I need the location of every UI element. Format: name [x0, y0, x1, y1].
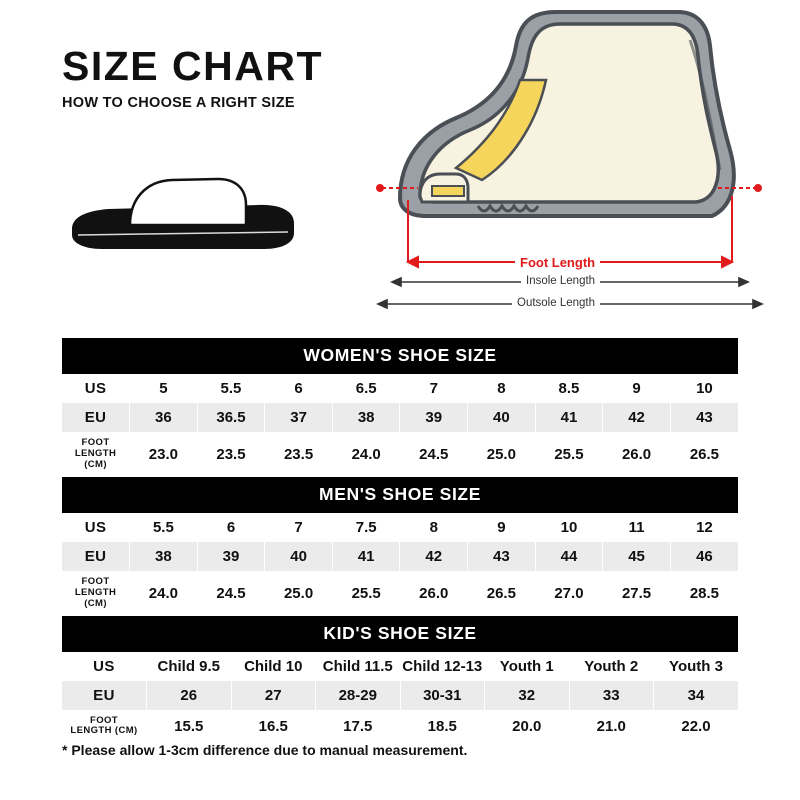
header	[62, 43, 382, 111]
table-row	[62, 374, 738, 403]
cell: Child 9.5	[147, 652, 232, 681]
cell: 10	[535, 513, 603, 542]
page-subtitle: HOW TO CHOOSE A RIGHT SIZE	[62, 95, 295, 111]
cell: 41	[535, 403, 603, 432]
cell: 27	[231, 681, 316, 710]
page-title: SIZE CHART	[62, 43, 323, 89]
cell: 25.5	[332, 571, 400, 616]
table-section-header	[62, 338, 738, 374]
cell: 7.5	[332, 513, 400, 542]
cell: 26.0	[603, 432, 671, 477]
row-label-eu: EU	[62, 681, 147, 710]
cell: 32	[485, 681, 570, 710]
cell: 15.5	[147, 710, 232, 744]
cell: 26	[147, 681, 232, 710]
cell: 6	[265, 374, 333, 403]
cell: 16.5	[231, 710, 316, 744]
cell: 37	[265, 403, 333, 432]
cell: 39	[197, 542, 265, 571]
table-row	[62, 681, 738, 710]
outsole-length-label: Outsole Length	[512, 297, 600, 309]
cell: 33	[569, 681, 654, 710]
cell: 41	[332, 542, 400, 571]
cell: 38	[130, 542, 198, 571]
cell: 6	[197, 513, 265, 542]
table-row	[62, 513, 738, 542]
foot-length-label: Foot Length	[515, 255, 600, 270]
cell: 30-31	[400, 681, 485, 710]
cell: 42	[603, 403, 671, 432]
mens-table-title: MEN'S SHOE SIZE	[62, 477, 738, 513]
womens-size-table	[62, 338, 738, 477]
cell: 36	[130, 403, 198, 432]
cell: Child 10	[231, 652, 316, 681]
table-section-header	[62, 477, 738, 513]
cell: Youth 1	[485, 652, 570, 681]
cell: 36.5	[197, 403, 265, 432]
row-label-eu: EU	[62, 542, 130, 571]
table-row	[62, 710, 738, 744]
cell: 5.5	[130, 513, 198, 542]
cell: Youth 3	[654, 652, 739, 681]
cell: 24.0	[332, 432, 400, 477]
cell: 23.0	[130, 432, 198, 477]
cell: 17.5	[316, 710, 401, 744]
cell: 8	[468, 374, 536, 403]
cell: 7	[400, 374, 468, 403]
cell: 10	[670, 374, 738, 403]
cell: 8	[400, 513, 468, 542]
cell: Youth 2	[569, 652, 654, 681]
cell: 45	[603, 542, 671, 571]
cell: 5.5	[197, 374, 265, 403]
slide-sandal-illustration	[68, 175, 298, 255]
table-row	[62, 652, 738, 681]
cell: 38	[332, 403, 400, 432]
cell: 34	[654, 681, 739, 710]
cell: Child 11.5	[316, 652, 401, 681]
cell: 12	[670, 513, 738, 542]
cell: 25.0	[468, 432, 536, 477]
cell: 26.0	[400, 571, 468, 616]
cell: 40	[468, 403, 536, 432]
cell: 43	[468, 542, 536, 571]
cell: 11	[603, 513, 671, 542]
cell: 42	[400, 542, 468, 571]
cell: 24.5	[400, 432, 468, 477]
kids-size-table	[62, 616, 738, 744]
cell: 28-29	[316, 681, 401, 710]
row-label-us: US	[62, 513, 130, 542]
cell: 43	[670, 403, 738, 432]
row-label-foot-length: FOOT LENGTH (CM)	[62, 432, 130, 477]
kids-table-title: KID'S SHOE SIZE	[62, 616, 738, 652]
cell: 23.5	[265, 432, 333, 477]
cell: 26.5	[670, 432, 738, 477]
row-label-foot-length: FOOT LENGTH (CM)	[62, 710, 147, 744]
cell: 40	[265, 542, 333, 571]
cell: 25.0	[265, 571, 333, 616]
cell: 46	[670, 542, 738, 571]
table-row	[62, 571, 738, 616]
cell: 24.5	[197, 571, 265, 616]
row-label-eu: EU	[62, 403, 130, 432]
cell: 22.0	[654, 710, 739, 744]
row-label-us: US	[62, 374, 130, 403]
cell: 7	[265, 513, 333, 542]
cell: 44	[535, 542, 603, 571]
table-section-header	[62, 616, 738, 652]
row-label-foot-length: FOOT LENGTH (CM)	[62, 571, 130, 616]
cell: 23.5	[197, 432, 265, 477]
cell: 18.5	[400, 710, 485, 744]
womens-table-title: WOMEN'S SHOE SIZE	[62, 338, 738, 374]
cell: 28.5	[670, 571, 738, 616]
cell: 24.0	[130, 571, 198, 616]
table-row	[62, 432, 738, 477]
cell: 8.5	[535, 374, 603, 403]
size-tables	[62, 338, 738, 743]
cell: 26.5	[468, 571, 536, 616]
cell: 25.5	[535, 432, 603, 477]
cell: 27.0	[535, 571, 603, 616]
table-row	[62, 403, 738, 432]
mens-size-table	[62, 477, 738, 616]
row-label-us: US	[62, 652, 147, 681]
cell: 9	[468, 513, 536, 542]
cell: 5	[130, 374, 198, 403]
foot-measurement-diagram	[360, 10, 780, 320]
cell: 39	[400, 403, 468, 432]
cell: 6.5	[332, 374, 400, 403]
cell: 20.0	[485, 710, 570, 744]
cell: Child 12-13	[400, 652, 485, 681]
cell: 21.0	[569, 710, 654, 744]
insole-length-label: Insole Length	[521, 275, 600, 287]
cell: 27.5	[603, 571, 671, 616]
measurement-footnote: * Please allow 1-3cm difference due to manual measurement.	[62, 742, 468, 758]
cell: 9	[603, 374, 671, 403]
table-row	[62, 542, 738, 571]
